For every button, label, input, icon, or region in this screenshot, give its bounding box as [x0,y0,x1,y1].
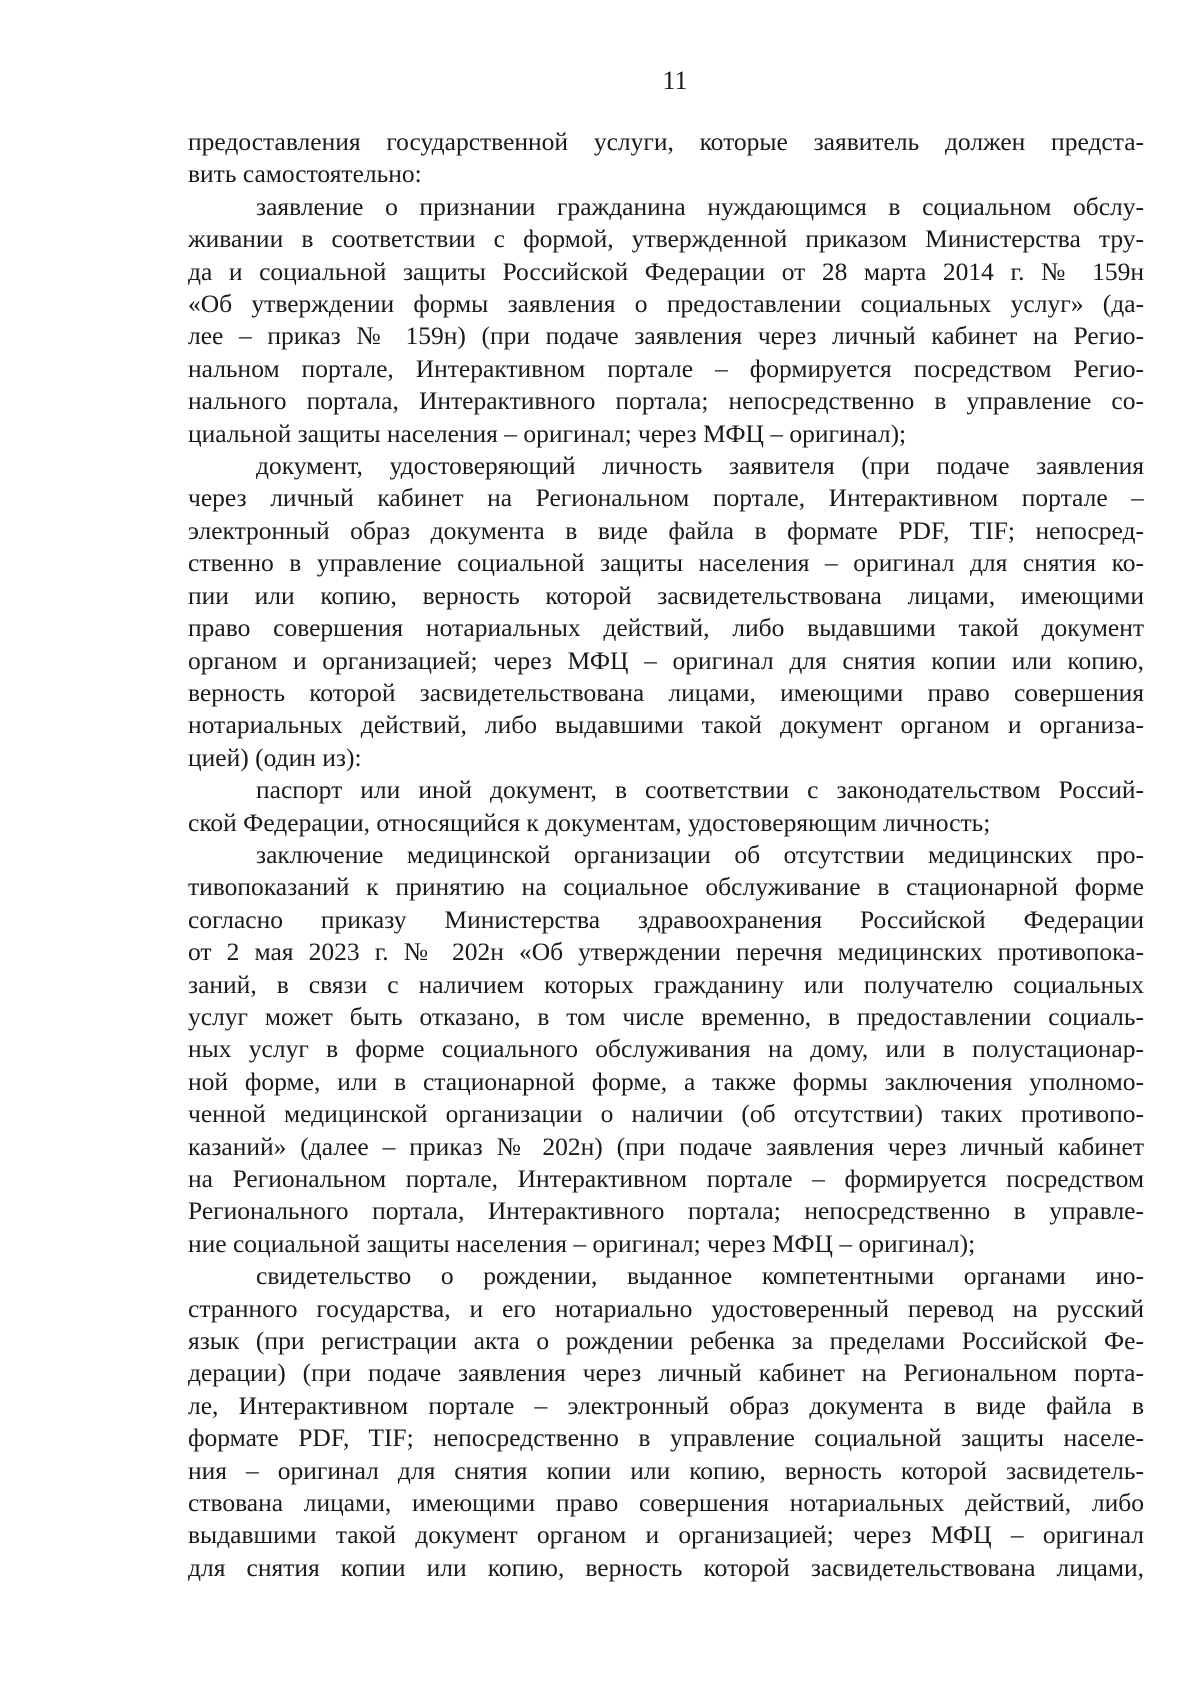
text-line: казаний» (далее – приказ № 202н) (при подаче заявления через личный кабинет [188,1131,1144,1161]
text-line: вить самостоятельно: [188,159,422,189]
text-line: заключение медицинской организации об отсутствии медицинских про- [256,839,1144,869]
text-line: услуг может быть отказано, в том числе временно, в предоставлении социаль- [188,1001,1144,1031]
text-line: заний, в связи с наличием которых гражданину или получателю социальных [188,969,1144,999]
paragraph [188,191,1144,450]
text-line: согласно приказу Министерства здравоохранения Российской Федерации [188,904,1144,934]
text-line: лее – приказ № 159н) (при подаче заявления через личный кабинет на Регио- [188,321,1144,351]
text-line: паспорт или иной документ, в соответствии с законодательством Россий- [256,775,1144,805]
text-line: выдавшими такой документ органом и организацией; через МФЦ – оригинал [188,1520,1144,1550]
paragraph [188,450,1144,774]
text-line: живании в соответствии с формой, утвержденной приказом Министерства тру- [188,224,1144,254]
text-line: циальной защиты населения – оригинал; через МФЦ – оригинал); [188,418,907,448]
text-line: от 2 мая 2023 г. № 202н «Об утверждении перечня медицинских противопока- [188,937,1144,967]
text-line: ченной медицинской организации о наличии (об отсутствии) таких противопо- [188,1099,1144,1129]
text-line: ния – оригинал для снятия копии или копию, верность которой засвидетель- [188,1455,1144,1485]
text-line: право совершения нотариальных действий, либо выдавшими такой документ [188,613,1144,643]
text-line: нальном портале, Интерактивном портале – формируется посредством Регио- [188,353,1144,383]
paragraph [188,774,1144,839]
text-line: цией) (один из): [188,742,362,772]
text-line: пии или копию, верность которой засвидетельствована лицами, имеющими [188,580,1144,610]
text-line: свидетельство о рождении, выданное компетентными органами ино- [256,1261,1144,1291]
text-line: да и социальной защиты Российской Федерации от 28 марта 2014 г. № 159н [188,256,1144,286]
text-line: ной форме, или в стационарной форме, а также формы заключения уполномо- [188,1066,1144,1096]
text-line: документ, удостоверяющий личность заявителя (при подаче заявления [256,451,1144,481]
text-line: нотариальных действий, либо выдавшими такой документ органом и организа- [188,710,1144,740]
text-line: странного государства, и его нотариально удостоверенный перевод на русский [188,1293,1144,1323]
document-body [188,126,1144,1584]
text-line: нального портала, Интерактивного портала; непосредственно в управление со- [188,386,1144,416]
page-number: 11 [662,66,688,95]
text-line: предоставления государственной услуги, которые заявитель должен предста- [188,127,1144,156]
text-line: верность которой засвидетельствована лицами, имеющими право совершения [188,677,1144,707]
text-line: заявление о признании гражданина нуждающимся в социальном обслу- [256,191,1144,221]
text-line: ле, Интерактивном портале – электронный образ документа в виде файла в [188,1390,1144,1420]
text-line: Регионального портала, Интерактивного портала; непосредственно в управле- [188,1196,1144,1226]
text-line: дерации) (при подаче заявления через личный кабинет на Региональном порта- [188,1358,1144,1388]
text-line: ние социальной защиты населения – оригинал; через МФЦ – оригинал); [188,1228,976,1258]
paragraph [188,1260,1144,1584]
text-line: электронный образ документа в виде файла в формате PDF, TIF; непосред- [188,515,1144,545]
text-line: формате PDF, TIF; непосредственно в управление социальной защиты населе- [188,1423,1144,1453]
text-line: ствована лицами, имеющими право совершения нотариальных действий, либо [188,1488,1144,1518]
text-line: «Об утверждении формы заявления о предоставлении социальных услуг» (да- [188,289,1144,319]
text-line: ской Федерации, относящийся к документам, удостоверяющим личность; [188,807,991,837]
text-line: тивопоказаний к принятию на социальное обслуживание в стационарной форме [188,872,1144,902]
text-line: язык (при регистрации акта о рождении ребенка за пределами Российской Фе- [188,1326,1144,1356]
text-line: на Региональном портале, Интерактивном портале – формируется посредством [188,1164,1144,1193]
text-line: для снятия копии или копию, верность которой засвидетельствована лицами, [188,1552,1144,1582]
text-line: через личный кабинет на Региональном портале, Интерактивном портале – [188,483,1144,513]
text-line: органом и организацией; через МФЦ – оригинал для снятия копии или копию, [188,645,1144,675]
text-line: ственно в управление социальной защиты населения – оригинал для снятия ко- [188,548,1144,578]
text-line: ных услуг в форме социального обслуживания на дому, или в полустационар- [188,1034,1144,1064]
paragraph [188,126,1144,191]
paragraph [188,839,1144,1260]
